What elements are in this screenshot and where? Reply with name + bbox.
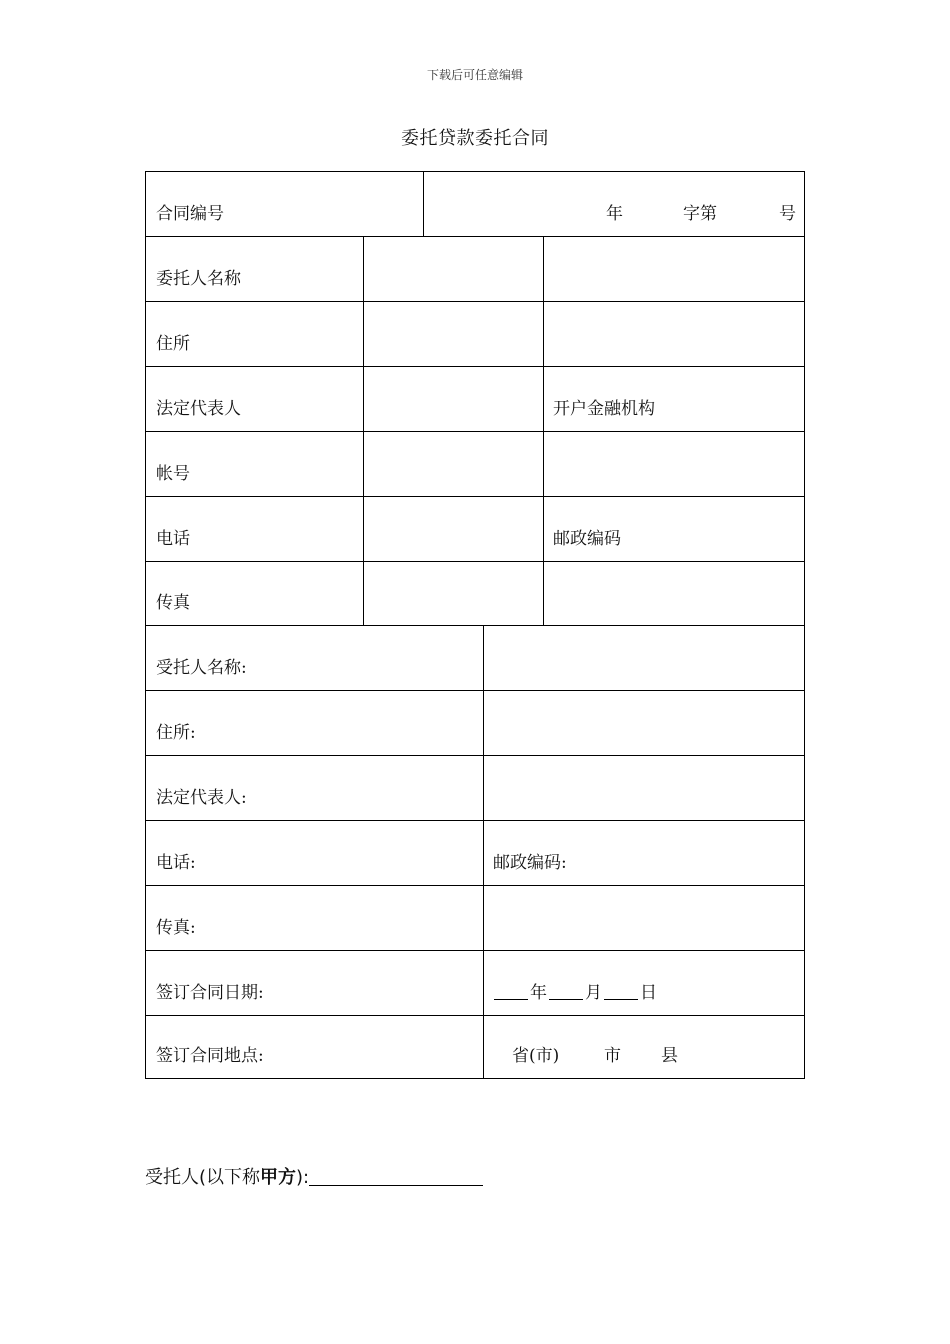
principal-account-row [146,432,804,497]
principal-name-field[interactable] [363,237,543,301]
contract-number-value-cell[interactable] [423,172,804,236]
trustee-party-bold: 甲方 [260,1167,297,1188]
principal-address-row [146,302,804,367]
place-county-label: 县 [661,1046,678,1066]
trustee-postcode-cell[interactable] [483,821,804,885]
trustee-address-label: 住所: [156,723,196,743]
place-province-label: 省(市) [512,1046,560,1066]
trustee-legal-rep-field[interactable] [483,756,804,820]
principal-fax-field[interactable] [363,562,543,625]
principal-bank-cell[interactable] [543,367,804,431]
month-blank[interactable] [549,998,583,1000]
year-label: 年 [530,983,547,1003]
place-city-label: 市 [604,1046,621,1066]
principal-account-label: 帐号 [156,464,190,484]
principal-fax-row [146,562,804,626]
principal-address-extra-field[interactable] [543,302,804,366]
principal-phone-field[interactable] [363,497,543,561]
trustee-party-line [145,1163,483,1189]
principal-phone-row [146,497,804,562]
trustee-fax-label: 传真: [156,918,196,938]
trustee-address-row [146,691,804,756]
year-blank[interactable] [494,998,528,1000]
trustee-phone-label: 电话: [156,853,196,873]
day-label: 日 [640,983,657,1003]
principal-legal-rep-row [146,367,804,432]
principal-legal-rep-field[interactable] [363,367,543,431]
principal-account-field[interactable] [363,432,543,496]
sign-place-field[interactable] [483,1016,804,1078]
trustee-fax-row [146,886,804,951]
trustee-party-prefix: 受托人(以下称 [145,1167,261,1188]
trustee-legal-rep-label: 法定代表人: [156,788,247,808]
principal-bank-label: 开户金融机构 [553,399,655,419]
principal-fax-extra-field[interactable] [543,562,804,625]
principal-legal-rep-label: 法定代表人 [156,399,241,419]
principal-postcode-cell[interactable] [543,497,804,561]
trustee-name-row [146,626,804,691]
principal-phone-label: 电话 [156,529,190,549]
header-note: 下载后可任意编辑 [426,68,523,82]
contract-number-label-cell [146,172,423,236]
principal-name-row [146,237,804,302]
sign-date-value [492,978,657,1003]
principal-address-label: 住所 [156,334,190,354]
contract-number-row [146,172,804,237]
sign-date-label: 签订合同日期: [156,983,264,1003]
trustee-fax-field[interactable] [483,886,804,950]
principal-address-field[interactable] [363,302,543,366]
day-blank[interactable] [604,998,638,1000]
contract-hao-label: 号 [779,204,796,224]
trustee-party-suffix: ): [296,1167,310,1188]
trustee-postcode-label: 邮政编码: [493,853,567,873]
principal-name-label: 委托人名称 [156,269,241,289]
principal-fax-label: 传真 [156,593,190,613]
contract-year-label: 年 [606,204,623,224]
contract-zidi-label: 字第 [683,204,717,224]
sign-place-row [146,1016,804,1078]
month-label: 月 [585,983,602,1003]
trustee-phone-row [146,821,804,886]
trustee-address-field[interactable] [483,691,804,755]
trustee-name-label: 受托人名称: [156,658,247,678]
trustee-legal-rep-row [146,756,804,821]
sign-date-row [146,951,804,1016]
contract-number-label: 合同编号 [156,204,224,224]
principal-account-extra-field[interactable] [543,432,804,496]
sign-place-label: 签订合同地点: [156,1046,264,1066]
principal-postcode-label: 邮政编码 [553,529,621,549]
sign-date-field[interactable] [483,951,804,1015]
trustee-party-blank[interactable] [309,1184,483,1186]
document-title: 委托贷款委托合同 [401,128,549,149]
principal-name-extra-field[interactable] [543,237,804,301]
trustee-name-field[interactable] [483,626,804,690]
contract-form-table [145,171,805,1079]
